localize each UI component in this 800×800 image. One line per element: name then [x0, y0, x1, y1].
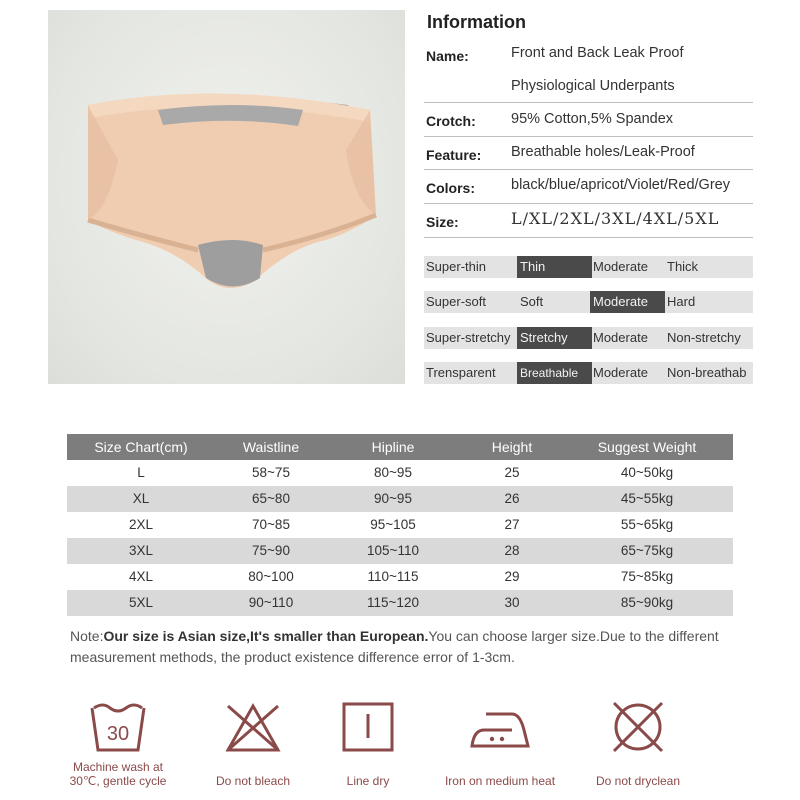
care-label-line: 30℃, gentle cycle	[69, 774, 167, 788]
info-value: 95% Cotton,5% Spandex	[511, 111, 674, 127]
table-cell: 90~110	[248, 595, 294, 610]
scale-label: Super-stretchy	[426, 330, 511, 345]
table-cell: 70~85	[252, 517, 290, 532]
care-label: Do not bleach	[215, 774, 291, 788]
info-value: L/XL/2XL/3XL/4XL/5XL	[511, 209, 720, 228]
care-label	[58, 760, 178, 788]
table-cell: 4XL	[128, 569, 154, 584]
table-cell: 28	[504, 543, 520, 558]
table-cell: 55~65kg	[620, 517, 674, 532]
header-cell: Hipline	[371, 439, 415, 455]
info-row-feature	[424, 137, 753, 170]
table-cell: 45~55kg	[620, 491, 674, 506]
header-cell: Height	[491, 439, 533, 455]
table-cell: 40~50kg	[620, 465, 674, 480]
table-cell: 85~90kg	[620, 595, 674, 610]
header-cell: Size Chart(cm)	[94, 439, 188, 455]
note-prefix: Note:	[70, 628, 104, 644]
table-cell: 105~110	[367, 543, 419, 558]
info-row-crotch	[424, 103, 753, 137]
no-dryclean-icon	[608, 700, 668, 754]
size-note	[70, 626, 740, 668]
scale-option-selected: Breathable	[517, 362, 592, 384]
table-cell: 27	[504, 517, 520, 532]
table-row	[67, 590, 733, 616]
table-cell: 80~95	[374, 465, 412, 480]
scale-option: Moderate	[593, 330, 648, 345]
scale-stretch	[424, 327, 753, 349]
scale-option-selected: Moderate	[590, 291, 665, 313]
table-cell: L	[137, 465, 145, 480]
scale-option: Non-breathab	[667, 365, 747, 380]
table-row	[67, 486, 733, 512]
table-row	[67, 460, 733, 486]
wash-temp: 30	[106, 723, 130, 745]
note-bold: Our size is Asian size,It's smaller than European.	[103, 628, 429, 644]
care-label-line: Machine wash at	[72, 760, 164, 774]
care-label: Iron on medium heat	[444, 774, 556, 788]
machine-wash-30-icon	[88, 700, 148, 754]
scale-option-selected: Stretchy	[517, 327, 592, 349]
iron-medium-icon	[468, 700, 532, 754]
table-cell: 110~115	[367, 569, 419, 584]
scale-option: Moderate	[593, 365, 648, 380]
info-row-name	[424, 38, 753, 103]
care-machine-wash	[58, 700, 178, 788]
scale-label: Super-soft	[426, 294, 486, 309]
table-cell: 90~95	[374, 491, 412, 506]
table-row	[67, 538, 733, 564]
table-cell: 75~85kg	[620, 569, 674, 584]
table-cell: 26	[504, 491, 520, 506]
note-rest: You can choose larger size.Due to the different measurement methods, the product existence difference error of 1-3cm.	[70, 628, 719, 665]
info-value: black/blue/apricot/Violet/Red/Grey	[511, 177, 730, 193]
info-key: Name:	[426, 48, 469, 64]
info-title: Information	[427, 12, 526, 32]
scale-breathability	[424, 362, 753, 384]
table-cell: 29	[504, 569, 520, 584]
table-cell: 65~75kg	[620, 543, 674, 558]
scale-thickness	[424, 256, 753, 278]
scale-label: Trensparent	[426, 365, 496, 380]
info-value: Breathable holes/Leak-Proof	[511, 144, 695, 160]
scale-option: Moderate	[593, 259, 648, 274]
care-line-dry	[318, 700, 418, 788]
care-iron-medium	[440, 700, 560, 788]
size-chart-table	[67, 434, 733, 616]
table-cell: 95~105	[370, 517, 416, 532]
scale-option: Thick	[667, 259, 699, 274]
table-row	[67, 564, 733, 590]
table-cell: 115~120	[367, 595, 419, 610]
info-key: Size:	[426, 214, 459, 230]
scale-option-selected: Thin	[517, 256, 592, 278]
care-label: Line dry	[346, 774, 390, 788]
line-dry-icon	[338, 700, 398, 754]
table-cell: 2XL	[128, 517, 154, 532]
info-key: Crotch:	[426, 113, 476, 129]
scale-softness	[424, 291, 753, 313]
care-no-dryclean	[588, 700, 688, 788]
table-cell: 65~80	[252, 491, 290, 506]
info-row-size	[424, 204, 753, 238]
size-chart-header	[67, 434, 733, 460]
table-row	[67, 512, 733, 538]
no-bleach-icon	[223, 700, 283, 754]
table-cell: 30	[504, 595, 520, 610]
scale-option: Soft	[520, 294, 544, 309]
info-value: Front and Back Leak Proof	[511, 45, 684, 61]
header-cell: Suggest Weight	[597, 439, 697, 455]
table-cell: 5XL	[128, 595, 154, 610]
table-cell: 80~100	[248, 569, 294, 584]
care-no-bleach	[198, 700, 308, 788]
header-cell: Waistline	[242, 439, 300, 455]
table-cell: 75~90	[252, 543, 290, 558]
product-photo	[48, 10, 405, 384]
info-key: Colors:	[426, 180, 475, 196]
info-key: Feature:	[426, 147, 482, 163]
scale-option: Hard	[667, 294, 696, 309]
table-cell: 58~75	[252, 465, 290, 480]
table-cell: 3XL	[128, 543, 154, 558]
scale-label: Super-thin	[426, 259, 486, 274]
scale-option: Non-stretchy	[667, 330, 741, 345]
info-value: Physiological Underpants	[511, 78, 675, 94]
table-cell: 25	[504, 465, 520, 480]
table-cell: XL	[132, 491, 150, 506]
care-label: Do not dryclean	[595, 774, 681, 788]
info-row-colors	[424, 170, 753, 204]
